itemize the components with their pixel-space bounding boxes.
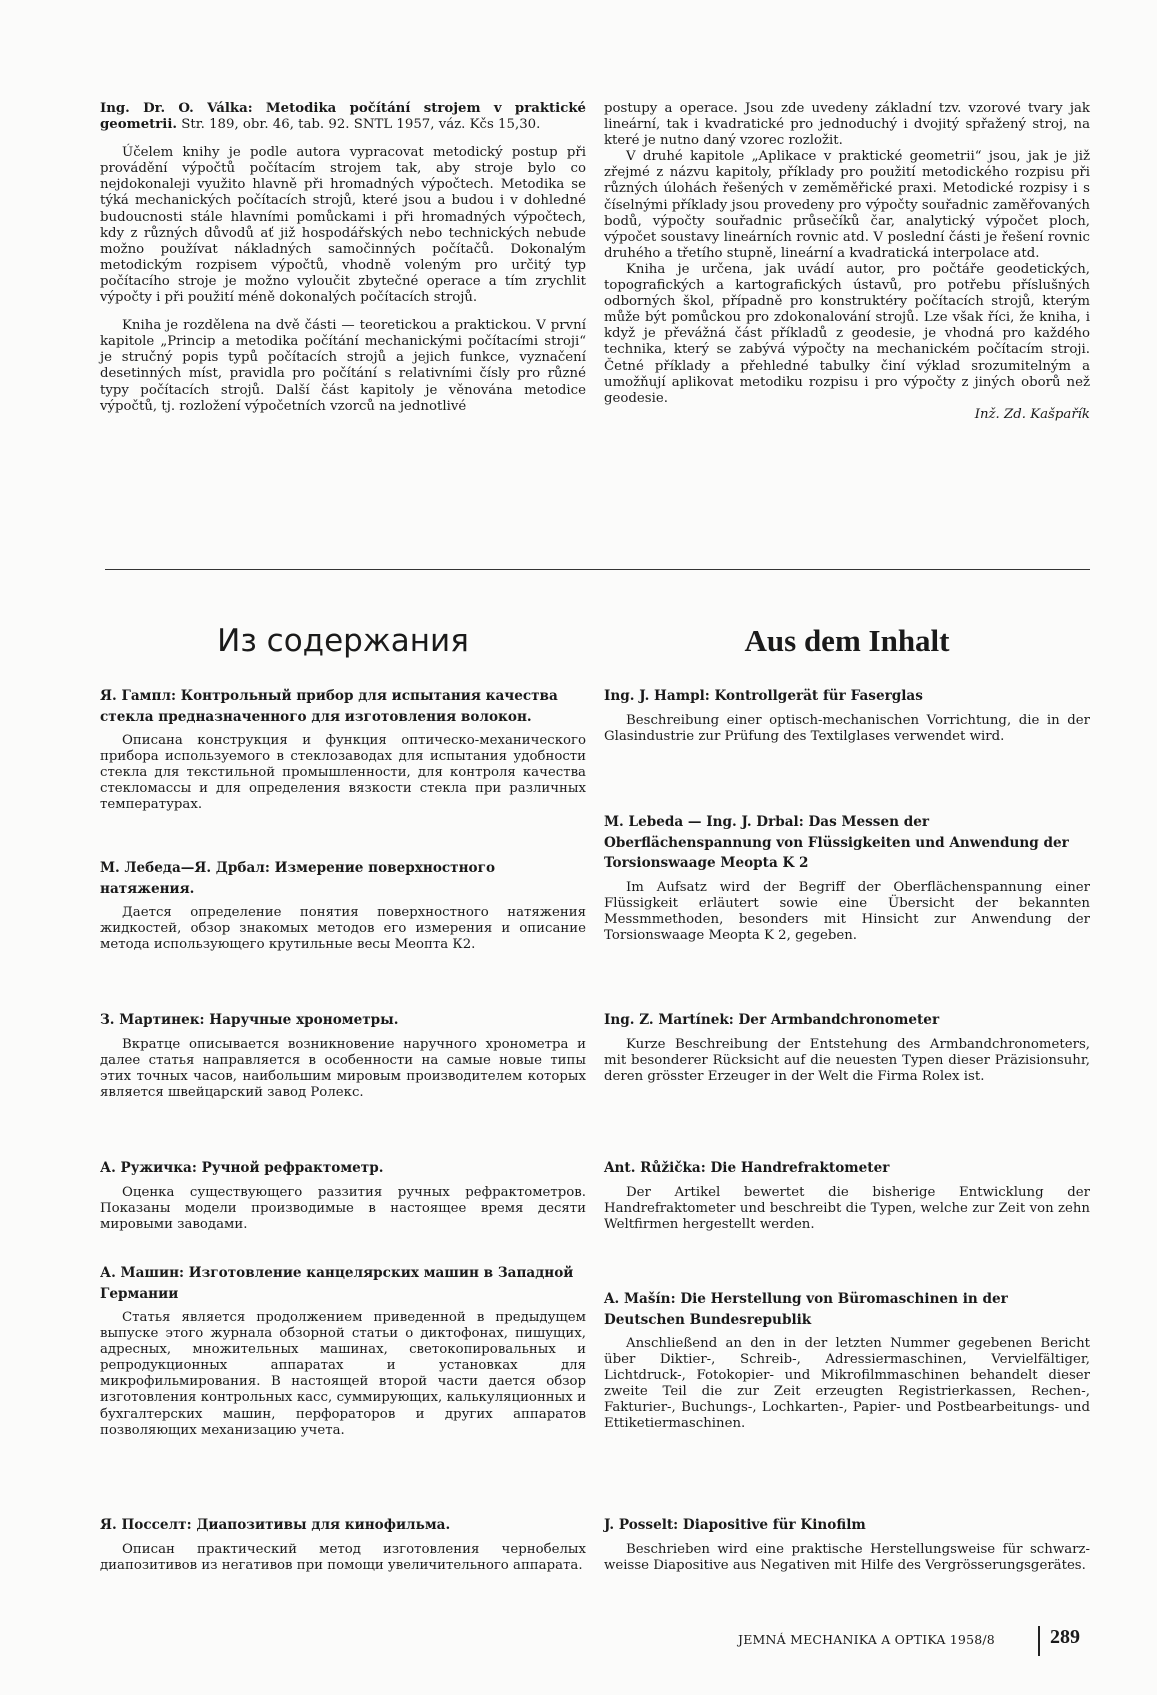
ru-entry-title: А. Ружичка: Ручной рефрактометр. — [100, 1160, 384, 1176]
ru-entry-body: Дается определение понятия поверхностного натяжения жидкостей, обзор знакомых методов его измерения и описание метода использующего крутильные весы Меопта К2. — [100, 905, 586, 953]
review-paragraph: V druhé kapitole „Aplikace v praktické geometrii“ jsou, jak je již zřejmé z názvu kapitoly, příklady pro použití metodického rozpisu při různých úlohách řešených v zeměměřické praxi. Metodické rozpisy i s číselnými příklady jsou provedeny pro výpočty souřadnic zaměřovaných bodů, výpočty souřadnic průsečíků čar, analytický výpočet ploch, výpočet soustavy lineárních rovnic atd. V poslední části je řešení rovnic druhého a třetího stupně, lineární a kvadratická interpolace atd. — [604, 149, 1090, 261]
ru-entry-title: М. Лебеда—Я. Дрбал: Измерение поверхностного натяжения. — [100, 860, 496, 897]
footer-divider — [1038, 1626, 1040, 1656]
review-paragraph-continued: postupy a operace. Jsou zde uvedeny základní tzv. vzorové tvary jak lineární, tak i kvadratické pro jednoduchý i dvojitý spřažený stroj, na které je nutno daný vzorec rozložit. — [604, 101, 1090, 149]
review-paragraph: Účelem knihy je podle autora vypracovat metodický postup při provádění výpočtů počítacím strojem tak, aby stroje bylo co nejdokonaleji využito hlavně při hromadných výpočtech. Metodika se týká mechanických počítacích strojů, které jsou a budou i v dohledné budoucnosti stále hlavními pomůckami i při hromadných výpočtech, kdy z různých důvodů ať již hospodářských nebo technických nebude možno používat nákladných samočinných počítačů. Dokonalým metodickým rozpisem výpočtů, vhodně voleným pro určitý typ počítacího stroje je možno vyloučit zbytečné operace a tím zrychlit výpočty i při použití méně dokonalých počítacích strojů. — [100, 145, 586, 306]
ru-entry — [100, 1515, 586, 1574]
review-heading-rest: Str. 189, obr. 46, tab. 92. SNTL 1957, váz. Kčs 15,30. — [177, 117, 541, 133]
review-heading-bold: Ing. Dr. O. Válka: Metodika počítání strojem v praktické geometrii. — [100, 101, 586, 133]
de-entry-title: Ant. Růžička: Die Handrefraktometer — [604, 1160, 890, 1176]
ru-entry — [100, 1158, 586, 1233]
de-entry-title: A. Mašín: Die Herstellung von Büromaschinen in der Deutschen Bundesrepublik — [604, 1291, 1008, 1328]
ru-entry-title: Я. Посселт: Диапозитивы для кинофильма. — [100, 1517, 451, 1533]
de-entry — [604, 1289, 1090, 1433]
ru-entry-body: Вкратце описывается возникновение наручного хронометра и далее статья направляется в особенности на самые новые типы этих точных часов, наибольшим мировым производителем которых является швейцарский завод Ролекс. — [100, 1036, 586, 1100]
de-entry — [604, 1010, 1090, 1085]
ru-entry — [100, 858, 586, 953]
de-entry — [604, 1515, 1090, 1574]
de-entry-body: Anschließend an den in der letzten Nummer gegebenen Bericht über Diktier-, Schreib-, Adressiermaschinen, Vervielfältiger, Lichtdruck-, Fotokopier- und Mikrofilmmaschinen behandelt dieser zweite Teil die zur Zeit erzeugten Registrierkassen, Rechen-, Fakturier-, Buchungs-, Lochkarten-, Papier- und Postbearbeitungs- und Ettiketiermaschinen. — [604, 1336, 1090, 1432]
german-contents-title: Aus dem Inhalt — [744, 623, 950, 658]
de-entry-body: Im Aufsatz wird der Begriff der Oberflächenspannung einer Flüssigkeit erläutert sowie eine Übersicht der bekannten Messmmethoden, besonders mit Hinsicht zur Anwendung der Torsionswaage Meopta K 2, gegeben. — [604, 879, 1090, 943]
ru-entry — [100, 1010, 586, 1101]
de-entry-title: Ing. Z. Martínek: Der Armbandchronometer — [604, 1012, 940, 1028]
review-paragraph: Kniha je určena, jak uvádí autor, pro počtáře geodetických, topografických a kartografických ústavů, pro potřebu příslušných odborných škol, případně pro konstruktéry počítacích strojů, kterým může být pomůckou pro zdokonalování strojů. Lze však říci, že kniha, i když je převážná část příkladů z geodesie, je vhodná pro každého technika, který se zabývá výpočty na mechanickém počítacím stroji. Četné příklady a přehledné tabulky činí výklad srozumitelným a umožňují aplikovat metodiku rozpisu i pro výpočty z jiných oborů než geodesie. — [604, 261, 1090, 406]
ru-entry-body: Оценка существующего раззития ручных рефрактометров. Показаны модели производимые в настоящее время десяти мировыми заводами. — [100, 1184, 586, 1232]
de-entry-body: Beschreibung einer optisch-mechanischen Vorrichtung, die in der Glasindustrie zur Prüfung des Textilglases verwendet wird. — [604, 712, 1090, 744]
section-divider — [105, 569, 1090, 570]
de-entry-title: Ing. J. Hampl: Kontrollgerät für Faserglas — [604, 688, 923, 704]
de-entry-title: M. Lebeda — Ing. J. Drbal: Das Messen der Oberflächenspannung von Flüssigkeiten und Anwendung der Torsionswaage Meopta K 2 — [604, 814, 1069, 871]
ru-entry-title: Я. Гампл: Контрольный прибор для испытания качества стекла предназначенного для изготовления волокон. — [100, 688, 558, 725]
ru-entry-body: Описана конструкция и функция оптическо-механического прибора используемого в стеклозаводах для испытания удобности стекла для текстильной промышленности, для контроля качества стекломассы и для определения вязкости стекла при различных температурах. — [100, 733, 586, 813]
de-entry — [604, 686, 1090, 745]
de-entry-title: J. Posselt: Diapositive für Kinofilm — [604, 1517, 866, 1533]
ru-entry-title: А. Машин: Изготовление канцелярских машин в Западной Германии — [100, 1265, 574, 1302]
review-left-column — [100, 101, 586, 415]
de-entry-body: Der Artikel bewertet die bisherige Entwicklung der Handrefraktometer und beschreibt die Typen, welche zur Zeit von zehn Weltfirmen hergestellt werden. — [604, 1184, 1090, 1232]
journal-name: JEMNÁ MECHANIKA A OPTIKA 1958/8 — [738, 1632, 995, 1647]
de-entry-body: Beschrieben wird eine praktische Herstellungsweise für schwarz-weisse Diapositive aus Negativen mit Hilfe des Vergrösserungsgerätes. — [604, 1541, 1090, 1573]
ru-entry-title: З. Мартинек: Наручные хронометры. — [100, 1012, 399, 1028]
review-heading — [100, 101, 586, 133]
ru-entry-body: Описан практический метод изготовления чернобелых диапозитивов из негативов при помощи увеличительного аппарата. — [100, 1541, 586, 1573]
ru-entry — [100, 686, 586, 813]
de-entry-body: Kurze Beschreibung der Entstehung des Armbandchronometers, mit besonderer Rücksicht auf die neuesten Typen dieser Präzisionsuhr, deren grösster Erzeuger in der Welt die Firma Rolex ist. — [604, 1036, 1090, 1084]
ru-entry-body: Статья является продолжением приведенной в предыдущем выпуске этого журнала обзорной статьи о диктофонах, пишущих, адресных, множительных машинах, светокопировальных и репродукционных аппаратах и установках для микрофильмирования. В настоящей второй части дается обзор изготовления контрольных касс, суммирующих, калькуляционных и бухгалтерских машин, перфораторов и других аппаратов позволяющих механизацию учета. — [100, 1310, 586, 1438]
page-number: 289 — [1050, 1626, 1080, 1648]
review-paragraph: Kniha je rozdělena na dvě části — teoretickou a praktickou. V první kapitole „Princip a metodika počítání mechanickými počítacími stroji“ je stručný popis typů počítacích strojů a jejich funkce, vyznačení desetinných míst, pravidla pro počítání s relativními čísly pro různé typy počítacích strojů. Další část kapitoly je věnována metodice výpočtů, tj. rozložení výpočetních vzorců na jednotlivé — [100, 318, 586, 414]
russian-contents-title: Из содержания — [217, 623, 469, 659]
ru-entry — [100, 1263, 586, 1439]
review-signature: Inž. Zd. Kašpařík — [974, 406, 1090, 422]
de-entry — [604, 1158, 1090, 1233]
review-right-column — [604, 101, 1090, 423]
de-entry — [604, 812, 1090, 944]
